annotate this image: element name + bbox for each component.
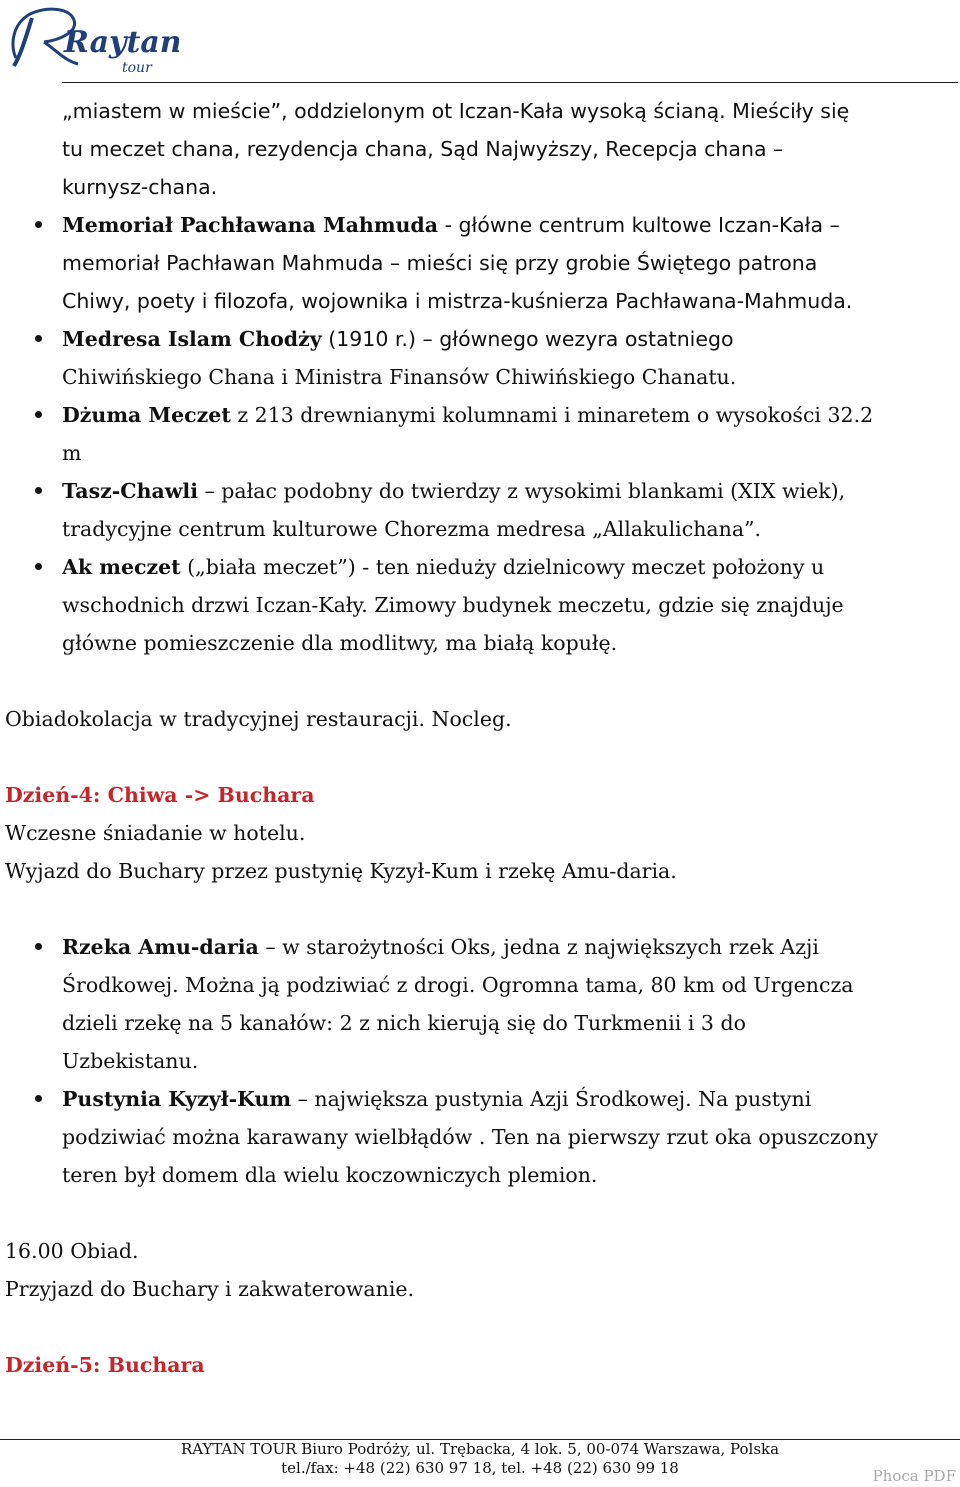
logo-wordmark: Raytan — [64, 25, 179, 60]
item-text: – pałac podobny do twierdzy z wysokimi blankami (XIX wiek), — [198, 479, 846, 503]
list-item-continuation: m — [62, 441, 82, 465]
list-item-continuation: podziwiać można karawany wielbłądów . Ten na pierwszy rzut oka opuszczony — [62, 1125, 878, 1149]
list-item-continuation: wschodnich drzwi Iczan-Kały. Zimowy budynek meczetu, gdzie się znajduje — [62, 593, 844, 617]
list-item-continuation: dzieli rzekę na 5 kanałów: 2 z nich kierują się do Turkmenii i 3 do — [62, 1011, 746, 1035]
list-item-amu-daria — [5, 928, 955, 966]
list-item-tasz-chawli — [5, 472, 955, 510]
item-title: Medresa Islam Chodży — [62, 327, 322, 351]
footer-phone: tel./fax: +48 (22) 630 97 18, tel. +48 (22) 630 99 18 — [281, 1459, 679, 1477]
intro-line: kurnysz-chana. — [62, 175, 218, 199]
item-text: z 213 drewnianymi kolumnami i minaretem o wysokości 32.2 — [230, 403, 874, 427]
list-item-kyzyl-kum — [5, 1080, 955, 1118]
list-item-continuation: główne pomieszczenie dla modlitwy, ma białą kopułę. — [62, 631, 618, 655]
list-item-continuation: memoriał Pachławan Mahmuda – mieści się przy grobie Świętego patrona — [62, 251, 818, 275]
item-title: Tasz-Chawli — [62, 479, 198, 503]
intro-line: „miastem w mieście”, oddzielonym ot Iczan-Kała wysoką ścianą. Mieściły się — [62, 99, 850, 123]
list-item-continuation: Chiwińskiego Chana i Ministra Finansów Chiwińskiego Chanatu. — [62, 365, 737, 389]
day4-heading: Dzień-4: Chiwa -> Buchara — [5, 783, 315, 807]
intro-line: tu meczet chana, rezydencja chana, Sąd Najwyższy, Recepcja chana – — [62, 137, 784, 161]
item-title: Memoriał Pachławana Mahmuda — [62, 213, 439, 237]
dinner-note: Obiadokolacja w tradycyjnej restauracji. Nocleg. — [5, 707, 512, 731]
list-item-continuation: Środkowej. Można ją podziwiać z drogi. Ogromna tama, 80 km od Urgencza — [62, 973, 854, 997]
list-item-continuation: tradycyjne centrum kulturowe Chorezma medresa „Allakulichana”. — [62, 517, 762, 541]
header-divider — [62, 82, 958, 83]
list-item-medresa — [5, 320, 955, 358]
item-title: Ak meczet — [62, 555, 181, 579]
day5-heading: Dzień-5: Buchara — [5, 1353, 205, 1377]
afternoon-line: Przyjazd do Buchary i zakwaterowanie. — [5, 1277, 415, 1301]
list-item-memorial — [5, 206, 955, 244]
page-footer — [0, 1440, 960, 1478]
day4-line: Wczesne śniadanie w hotelu. — [5, 821, 306, 845]
day4-line: Wyjazd do Buchary przez pustynię Kyzył-Kum i rzekę Amu-daria. — [5, 859, 677, 883]
item-text: („biała meczet”) - ten nieduży dzielnicowy meczet położony u — [180, 555, 825, 579]
item-title: Dżuma Meczet — [62, 403, 231, 427]
footer-address: RAYTAN TOUR Biuro Podróży, ul. Trębacka, 4 lok. 5, 00-074 Warszawa, Polska — [180, 1440, 780, 1458]
list-item-continuation: Chiwy, poety i filozofa, wojownika i mistrza-kuśnierza Pachławana-Mahmuda. — [62, 289, 853, 313]
raytan-tour-logo — [4, 2, 179, 78]
logo-graphic — [4, 2, 179, 78]
list-item-dzuma — [5, 396, 955, 434]
phoca-pdf-link[interactable]: Phoca PDF — [872, 1467, 956, 1485]
logo-subtext: tour — [122, 60, 152, 76]
list-item-continuation: teren był domem dla wielu koczowniczych plemion. — [62, 1163, 598, 1187]
item-text: (1910 r.) – głównego wezyra ostatniego — [321, 327, 734, 351]
item-text: – największa pustynia Azji Środkowej. Na pustyni — [291, 1087, 812, 1111]
item-title: Rzeka Amu-daria — [62, 935, 259, 959]
item-title: Pustynia Kyzył-Kum — [62, 1087, 292, 1111]
list-item-continuation: Uzbekistanu. — [62, 1049, 199, 1073]
list-item-ak-meczet — [5, 548, 955, 586]
document-body — [5, 92, 955, 1384]
item-text: – w starożytności Oks, jedna z największych rzek Azji — [258, 935, 819, 959]
afternoon-line: 16.00 Obiad. — [5, 1239, 139, 1263]
item-text: - główne centrum kultowe Iczan-Kała – — [438, 213, 840, 237]
